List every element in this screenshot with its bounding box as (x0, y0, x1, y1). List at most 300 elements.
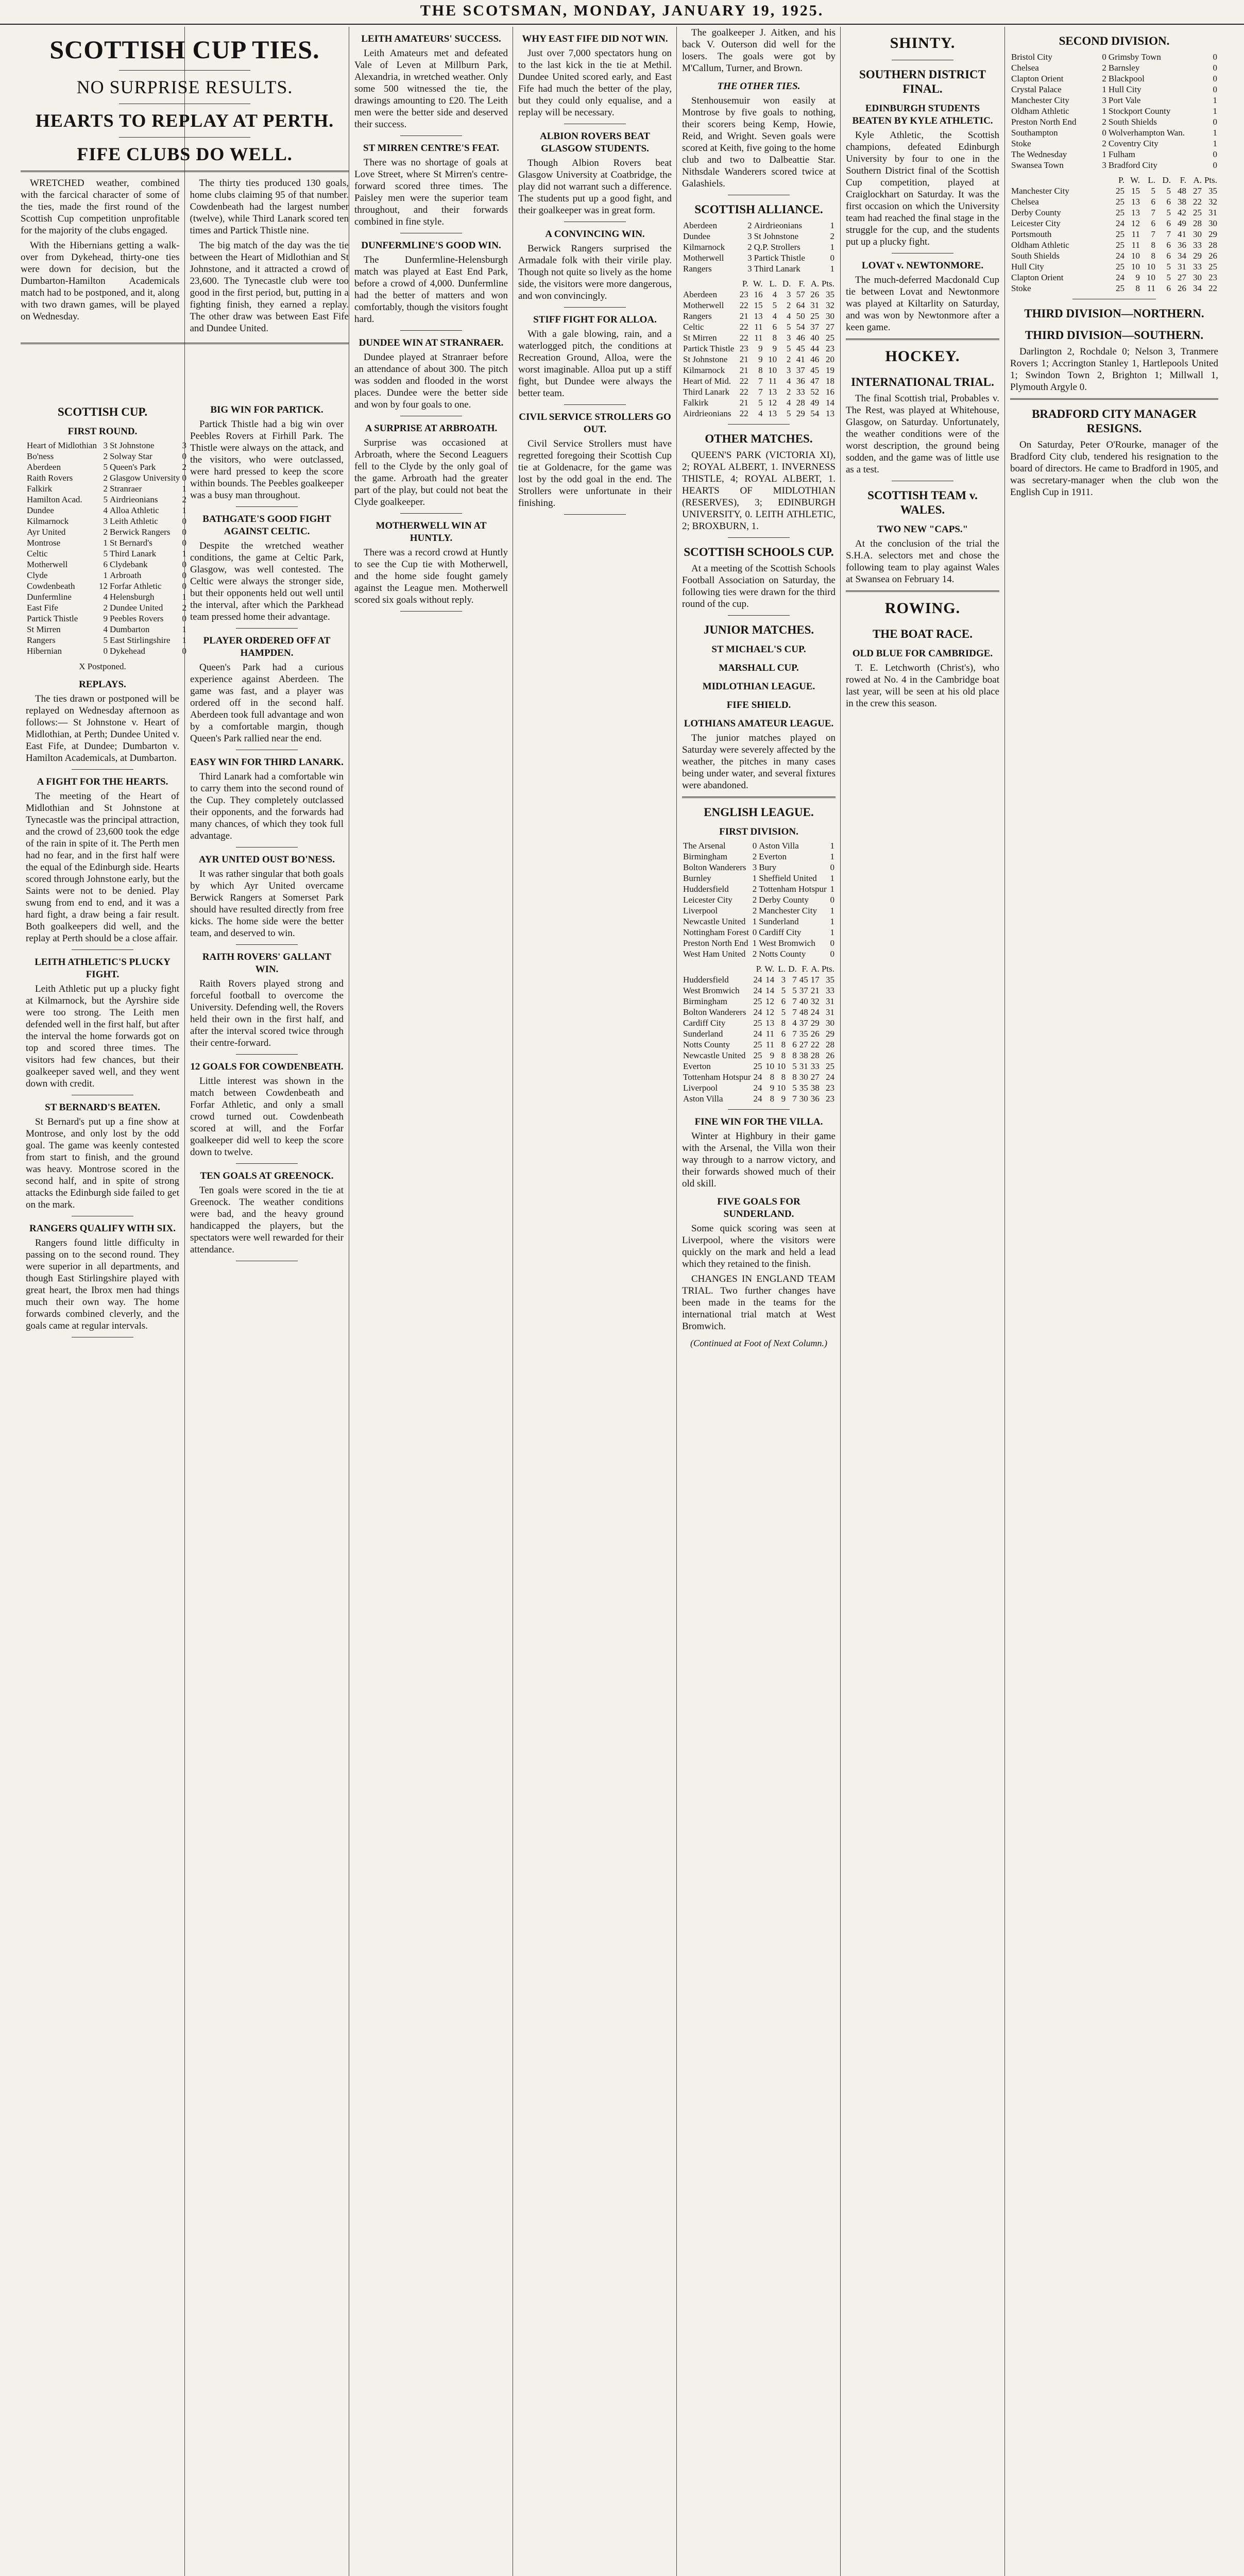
stat-cell: 46 (796, 333, 805, 343)
home-score: 2 (752, 906, 757, 916)
stat-cell: 29 (1208, 229, 1217, 239)
article-text: Berwick Rangers surprised the Armadale folk with their virile play. Though not quite so lively as the home side, the visitors were more dangerous, and won convincingly. (518, 243, 672, 301)
stat-cell: 5 (792, 1083, 797, 1093)
stat-cell: 5 (772, 300, 777, 310)
stat-cell: 25 (1116, 186, 1124, 196)
stat-cell: 25 (826, 1061, 834, 1071)
stat-cell: 8 (770, 1094, 775, 1104)
result-row (26, 494, 188, 505)
junior-subheading: MARSHALL CUP. (719, 663, 799, 673)
home-team: Stoke (1011, 139, 1031, 148)
away-score: 0 (182, 570, 186, 580)
result-row (682, 927, 836, 938)
stat-cell: 8 (770, 1072, 775, 1082)
stat-cell: 24 (826, 1072, 834, 1082)
stat-cell: 25 (1193, 208, 1202, 217)
columns (21, 27, 1223, 2576)
junior-subheading: MIDLOTHIAN LEAGUE. (702, 681, 815, 692)
stat-cell: 7 (758, 376, 763, 386)
away-team: Cardiff City (759, 927, 802, 937)
stat-cell: 25 (1116, 262, 1124, 272)
team-cell: Huddersfield (683, 975, 729, 985)
result-row (1010, 62, 1218, 73)
stat-cell: 25 (1116, 197, 1124, 207)
article-heading: RAITH ROVERS' GALLANT WIN. (202, 952, 332, 975)
lead-paragraph: WRETCHED weather, combined with the farcical character of some of the ties, made the first round of the Scottish Cup competition unprofitable for the majority of the clubs engaged. (21, 178, 180, 236)
header-cell: F. (802, 964, 808, 974)
stat-cell: 13 (768, 409, 777, 418)
stat-cell: 47 (810, 376, 820, 386)
away-team: Sheffield United (759, 873, 817, 883)
second-results-table (1010, 52, 1218, 171)
header-cell: W. (1130, 175, 1140, 185)
table-row (1010, 229, 1218, 240)
article-heading: TEN GOALS AT GREENOCK. (200, 1171, 334, 1181)
away-score: 1 (830, 852, 834, 861)
article-text: At a meeting of the Scottish Schools Football Association on Saturday, the following ties were drawn for the third round of the cup. (682, 563, 836, 609)
home-score: 3 (747, 231, 752, 241)
stat-cell: 29 (796, 409, 805, 418)
away-team: Solway Star (109, 451, 152, 461)
article-heading: BIG WIN FOR PARTICK. (210, 404, 323, 415)
result-row (26, 472, 188, 483)
away-score: 0 (182, 451, 186, 461)
away-team: Queen's Park (109, 462, 156, 472)
lead-block (21, 27, 349, 349)
stat-cell: 28 (826, 1040, 834, 1049)
header-cell: A. (1193, 175, 1202, 185)
stat-cell: 49 (810, 398, 820, 408)
stat-cell: 25 (1116, 208, 1124, 217)
home-team: Southampton (1011, 128, 1058, 138)
stat-cell: 25 (826, 333, 834, 343)
stat-cell: 36 (1178, 240, 1186, 250)
stat-cell: 8 (1151, 251, 1155, 261)
result-row (1010, 84, 1218, 95)
away-team: Forfar Athletic (109, 581, 162, 591)
home-score: 1 (1102, 149, 1106, 159)
stat-cell: 9 (770, 1050, 775, 1060)
table-row (682, 996, 836, 1007)
stat-cell: 5 (1166, 208, 1171, 217)
home-team: Nottingham Forest (683, 927, 749, 937)
stat-cell: 32 (1208, 197, 1217, 207)
shinty-heading: SHINTY. (890, 35, 956, 52)
result-row (682, 938, 836, 948)
stat-cell: 23 (826, 1083, 834, 1093)
stat-cell: 8 (781, 1072, 786, 1082)
third-south-heading: THIRD DIVISION—SOUTHERN. (1025, 329, 1204, 342)
stat-cell: 9 (758, 354, 763, 364)
divider (564, 514, 625, 515)
home-team: Huddersfield (683, 884, 729, 894)
home-score: 4 (103, 592, 108, 602)
away-score: 0 (1213, 160, 1217, 170)
team-cell: Heart of Mid. (683, 376, 731, 386)
away-score: 2 (830, 231, 834, 241)
stat-cell: 8 (1151, 240, 1155, 250)
stat-cell: 38 (810, 1083, 820, 1093)
stat-cell: 7 (792, 1007, 797, 1017)
stat-cell: 25 (753, 1040, 762, 1049)
stat-cell: 31 (826, 996, 834, 1006)
result-row (26, 591, 188, 602)
article-text: The Dunfermline-Helensburgh match was played at East End Park, before a crowd of 4,000. Dunfermline had the better of matters and won comfortably, though the visitors fought hard. (354, 255, 508, 325)
result-row (682, 894, 836, 905)
column-6 (841, 27, 1004, 2576)
stat-cell: 32 (810, 996, 820, 1006)
article-heading: DUNFERMLINE'S GOOD WIN. (361, 240, 501, 251)
home-score: 2 (1102, 63, 1106, 73)
table-row (1010, 272, 1218, 283)
stat-cell: 25 (1116, 240, 1124, 250)
home-team: Cowdenbeath (27, 581, 75, 591)
junior-subheading: FIFE SHIELD. (726, 700, 791, 710)
table-row (682, 354, 836, 365)
away-score: 0 (182, 560, 186, 569)
team-cell: Bolton Wanderers (683, 1007, 746, 1017)
stat-cell: 5 (786, 409, 791, 418)
cup-results-table (26, 440, 188, 656)
home-team: Newcastle United (683, 917, 746, 926)
away-score: 0 (1213, 63, 1217, 73)
away-score: 1 (830, 906, 834, 916)
article-heading: BATHGATE'S GOOD FIGHT AGAINST CELTIC. (202, 514, 331, 537)
table-row (682, 300, 836, 311)
stat-cell: 4 (786, 398, 791, 408)
stat-cell: 22 (739, 300, 748, 310)
stat-cell: 8 (781, 1050, 786, 1060)
stat-cell: 37 (796, 365, 805, 375)
away-score: 0 (182, 527, 186, 537)
team-cell: Third Lanark (683, 387, 730, 397)
result-row (1010, 116, 1218, 127)
lead-paragraph: With the Hibernians getting a walk-over from Dykehead, thirty-one ties were down for decision, but the Dumbarton-Hamilton Academicals match had to be postponed, and it, along with two drawn games, will be played on Wednesday. (21, 240, 180, 322)
stat-cell: 31 (1208, 208, 1217, 217)
away-score: 0 (182, 473, 186, 483)
home-score: 4 (103, 624, 108, 634)
divider (236, 506, 297, 507)
stat-cell: 3 (786, 290, 791, 299)
team-cell: Manchester City (1011, 186, 1069, 196)
away-score: 1 (830, 264, 834, 274)
table-row (1010, 283, 1218, 294)
stat-cell: 21 (739, 365, 748, 375)
stat-cell: 22 (739, 333, 748, 343)
result-row (26, 548, 188, 559)
home-team: Oldham Athletic (1011, 106, 1069, 116)
table-row (682, 1072, 836, 1082)
stat-cell: 40 (810, 333, 820, 343)
team-cell: Airdrieonians (683, 409, 731, 418)
stat-cell: 6 (781, 1029, 786, 1039)
article-heading: CIVIL SERVICE STROLLERS GO OUT. (519, 412, 671, 435)
away-score: 1 (830, 917, 834, 926)
result-row (682, 242, 836, 252)
away-team: Hull City (1108, 84, 1141, 94)
stat-cell: 4 (786, 311, 791, 321)
stat-cell: 36 (810, 1094, 820, 1104)
stat-cell: 30 (799, 1094, 808, 1104)
away-team: Dumbarton (109, 624, 150, 634)
stat-cell: 37 (799, 1018, 808, 1028)
stat-cell: 15 (1131, 186, 1140, 196)
header-cell: D. (782, 279, 791, 289)
away-team: Berwick Rangers (109, 527, 171, 537)
divider (728, 537, 789, 538)
double-divider (21, 343, 349, 344)
home-team: Falkirk (27, 484, 53, 494)
result-row (1010, 106, 1218, 116)
stat-cell: 14 (826, 398, 834, 408)
article-text: Leith Amateurs met and defeated Vale of Leven at Millburn Park, Alexandria, in wretched weather. Only some 500 witnessed the tie, the drawings amounting to £20. The Leith men were the better side and deserved their success. (354, 48, 508, 130)
away-score: 1 (830, 242, 834, 252)
team-cell: Rangers (683, 311, 712, 321)
stat-cell: 7 (792, 1094, 797, 1104)
away-score: 0 (182, 646, 186, 656)
header-cell (682, 963, 752, 974)
stat-cell: 9 (758, 344, 763, 353)
stat-cell: 35 (799, 1083, 808, 1093)
home-score: 4 (103, 505, 108, 515)
away-team: Third Lanark (754, 264, 800, 274)
article-text: Surprise was occasioned at Arbroath, where the Second Leaguers fell to the Clyde by the only goal of the game. Arbroath had the greater part of the play, but could not beat the Clyde goalkeeper. (354, 437, 508, 507)
away-team: Barnsley (1108, 63, 1140, 73)
header-cell: Pts. (1204, 175, 1217, 185)
home-team: Rangers (27, 635, 56, 645)
result-row (1010, 52, 1218, 62)
home-score: 1 (1102, 84, 1106, 94)
article-heading: 12 GOALS FOR COWDENBEATH. (190, 1061, 344, 1072)
stat-cell: 6 (1151, 197, 1155, 207)
away-team: Everton (759, 852, 787, 861)
article-text: Just over 7,000 spectators hung on to the last kick in the tie at Methil. Dundee United scored early, and East Fife had much the better of the play, but they could only equalise, and a replay will be necessary. (518, 48, 672, 118)
team-cell: Leicester City (1011, 218, 1061, 228)
stat-cell: 25 (753, 1018, 762, 1028)
stat-cell: 13 (768, 387, 777, 397)
team-cell: Oldham Athletic (1011, 240, 1069, 250)
away-score: 1 (182, 592, 186, 602)
article-text: Despite the wretched weather conditions, the game at Celtic Park, Glasgow, was well contested. The Celtic were always the stronger side, but their opponents held out well until the interval, after which the Parkhead team pressed home their advantage. (190, 540, 344, 622)
result-row (26, 635, 188, 646)
home-team: Swansea Town (1011, 160, 1064, 170)
home-team: West Ham United (683, 949, 746, 959)
home-team: Kilmarnock (27, 516, 69, 526)
stat-cell: 22 (810, 1040, 820, 1049)
stat-cell: 24 (753, 1072, 762, 1082)
away-team: Manchester City (759, 906, 817, 916)
article-text: The goalkeeper J. Aitken, and his back V. Outerson did well for the losers. The goals were got by M'Callum, Turner, and Brown. (682, 27, 836, 74)
stat-cell: 8 (1135, 283, 1140, 293)
stat-cell: 6 (1166, 251, 1171, 261)
stat-cell: 12 (765, 1007, 775, 1017)
alliance-results-table (682, 220, 836, 274)
away-team: Airdrieonians (109, 495, 158, 504)
table-row (682, 397, 836, 408)
away-team: Aston Villa (759, 841, 799, 851)
stat-cell: 20 (826, 354, 834, 364)
home-team: The Arsenal (683, 841, 726, 851)
table-row (1010, 261, 1218, 272)
team-cell: Newcastle United (683, 1050, 746, 1060)
stat-cell: 23 (1208, 273, 1217, 282)
table-row (682, 974, 836, 985)
table-header-row (1010, 175, 1218, 185)
english-subheading: FIRST DIVISION. (719, 826, 798, 837)
stat-cell: 33 (810, 1061, 820, 1071)
stat-cell: 8 (772, 333, 777, 343)
result-row (26, 462, 188, 472)
away-score: 1 (182, 635, 186, 645)
away-score: 0 (830, 895, 834, 905)
team-cell: Liverpool (683, 1083, 718, 1093)
home-team: Liverpool (683, 906, 718, 916)
stat-cell: 22 (739, 376, 748, 386)
stat-cell: 42 (1178, 208, 1186, 217)
home-team: Celtic (27, 549, 48, 558)
stat-cell: 6 (1166, 283, 1171, 293)
alliance-heading: SCOTTISH ALLIANCE. (694, 203, 823, 216)
team-cell: Kilmarnock (683, 365, 725, 375)
stat-cell: 28 (810, 1050, 820, 1060)
stat-cell: 4 (772, 311, 777, 321)
home-score: 5 (103, 635, 108, 645)
article-text: The final Scottish trial, Probables v. The Rest, was played at Whitehouse, Glasgow, on Saturday. Unfortunately, the weather conditions were of the worst description, the ground being sodden, and the game was of little use as a test. (846, 393, 999, 475)
header-cell: D. (788, 964, 797, 974)
stat-cell: 8 (792, 1072, 797, 1082)
team-cell: Chelsea (1011, 197, 1039, 207)
home-team: Preston North End (683, 938, 748, 948)
away-team: Bury (759, 862, 777, 872)
column-3-articles (354, 33, 508, 612)
divider (119, 70, 250, 71)
away-team: Stockport County (1108, 106, 1171, 116)
away-score: 0 (1213, 52, 1217, 62)
result-row (682, 905, 836, 916)
stat-cell: 8 (781, 1040, 786, 1049)
five-goals-heading: FIVE GOALS FOR SUNDERLAND. (717, 1196, 800, 1219)
article-text: Some quick scoring was seen at Liverpool, where the visitors were quickly on the mark and held a lead which they retained to the finish. (682, 1223, 836, 1269)
stat-cell: 30 (799, 1072, 808, 1082)
home-score: 3 (1102, 95, 1106, 105)
article-text: Civil Service Strollers must have regretted foregoing their Scottish Cup tie at Goldenacre, for the game was lost by the odd goal in the end. The Strollers were unfortunate in their finishing. (518, 438, 672, 509)
home-score: 1 (1102, 106, 1106, 116)
article-text: The junior matches played on Saturday were severely affected by the weather, the pitches in many cases being under water, and several fixtures were abandoned. (682, 733, 836, 791)
stat-cell: 24 (753, 986, 762, 995)
stat-cell: 6 (781, 996, 786, 1006)
home-score: 1 (103, 538, 108, 548)
stat-cell: 26 (826, 1050, 834, 1060)
column-1-articles (26, 776, 179, 1337)
away-team: Helensburgh (109, 592, 155, 602)
results-note: X Postponed. (79, 662, 126, 671)
stat-cell: 8 (758, 365, 763, 375)
team-cell: South Shields (1011, 251, 1060, 261)
column-5 (677, 27, 841, 2576)
stat-cell: 35 (1208, 186, 1217, 196)
stat-cell: 45 (810, 365, 820, 375)
home-team: Heart of Midlothian (27, 440, 97, 450)
divider (400, 330, 462, 331)
table-row (1010, 218, 1218, 229)
stat-cell: 37 (799, 986, 808, 995)
table-row (682, 376, 836, 386)
article-heading: STIFF FIGHT FOR ALLOA. (533, 314, 657, 325)
home-score: 5 (103, 549, 108, 558)
away-team: Coventry City (1108, 139, 1158, 148)
double-divider (1010, 398, 1218, 400)
home-team: Motherwell (27, 560, 68, 569)
column-4-articles (518, 33, 672, 515)
away-team: Airdrieonians (754, 221, 803, 230)
article-text: The much-deferred Macdonald Cup tie between Lovat and Newtonmore was played at Kiltarlity on Saturday, and was won by Newtonmore after a keen game. (846, 275, 999, 333)
divider (564, 404, 625, 405)
stat-cell: 32 (826, 300, 834, 310)
other-ties-heading: THE OTHER TIES. (717, 81, 800, 92)
stat-cell: 30 (826, 1018, 834, 1028)
table-row (682, 289, 836, 300)
junior-heading: JUNIOR MATCHES. (703, 623, 814, 636)
away-team: Notts County (759, 949, 806, 959)
article-text: T. E. Letchworth (Christ's), who rowed at No. 4 in the Cambridge boat last year, will be seen at his old place in the crew this season. (846, 663, 999, 709)
stat-cell: 27 (1193, 186, 1202, 196)
double-divider (846, 590, 999, 592)
away-score: 0 (182, 614, 186, 623)
table-row (682, 1039, 836, 1050)
stat-cell: 6 (1166, 240, 1171, 250)
divider (236, 1163, 297, 1164)
away-team: Clydebank (109, 560, 148, 569)
stat-cell: 9 (772, 344, 777, 353)
stat-cell: 28 (1193, 218, 1202, 228)
article-text: Little interest was shown in the match between Cowdenbeath and Forfar Athletic, and only a small crowd turned out. Cowdenbeath scored at will, and the Forfar goalkeeper did well to keep the score down to twelve. (190, 1076, 344, 1158)
team-cell: Aston Villa (683, 1094, 723, 1104)
team-cell: Motherwell (683, 300, 724, 310)
stat-cell: 24 (1116, 218, 1124, 228)
stat-cell: 24 (753, 1007, 762, 1017)
home-team: Ayr United (27, 527, 66, 537)
home-team: Leicester City (683, 895, 732, 905)
away-team: St Johnstone (109, 440, 155, 450)
header-cell: A. (810, 279, 820, 289)
team-cell: Tottenham Hotspur (683, 1072, 751, 1082)
stat-cell: 50 (796, 311, 805, 321)
article-heading: WHY EAST FIFE DID NOT WIN. (522, 33, 668, 44)
team-cell: St Johnstone (683, 354, 728, 364)
home-team: Rangers (683, 264, 712, 274)
team-cell: Portsmouth (1011, 229, 1052, 239)
home-score: 9 (103, 614, 108, 623)
home-team: Crystal Palace (1011, 84, 1062, 94)
stat-cell: 7 (792, 975, 797, 985)
stat-cell: 41 (1178, 229, 1186, 239)
away-team: Sunderland (759, 917, 799, 926)
home-score: 2 (103, 603, 108, 613)
home-score: 0 (752, 927, 757, 937)
stat-cell: 5 (792, 1061, 797, 1071)
team-cell: Sunderland (683, 1029, 723, 1039)
header-cell: L. (778, 964, 786, 974)
stat-cell: 2 (786, 387, 791, 397)
result-row (682, 873, 836, 884)
header-cell: F. (1180, 175, 1186, 185)
result-row (1010, 149, 1218, 160)
home-team: Dundee (27, 505, 54, 515)
stat-cell: 45 (796, 344, 805, 353)
table-row (1010, 196, 1218, 207)
stat-cell: 18 (826, 376, 834, 386)
article-text: Dundee played at Stranraer before an attendance of about 300. The pitch was sodden and flooded in the worst places. Dundee were the better side and won by four goals to one. (354, 352, 508, 410)
